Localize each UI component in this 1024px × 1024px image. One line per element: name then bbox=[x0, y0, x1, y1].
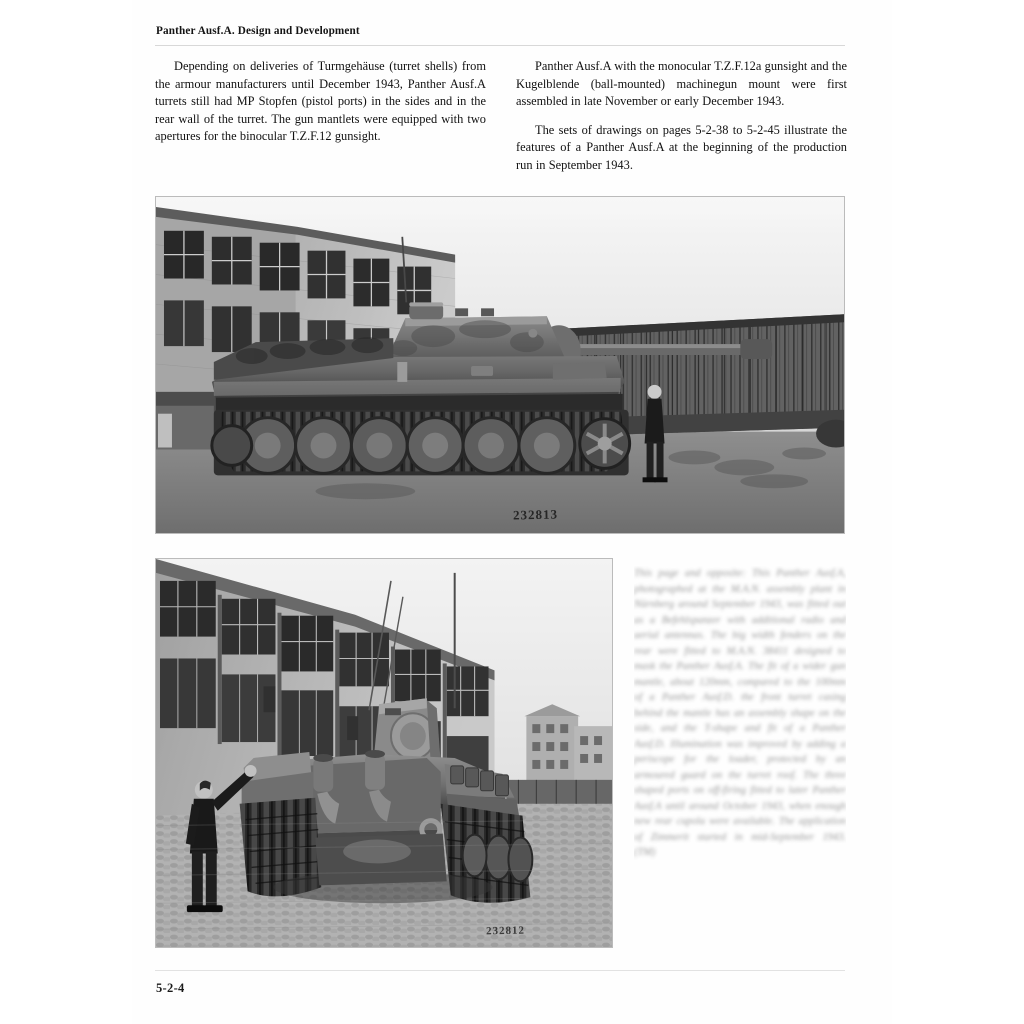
right-column bbox=[516, 58, 847, 186]
road-wheels bbox=[212, 418, 630, 474]
figure-bottom-artwork bbox=[156, 559, 612, 947]
body-columns bbox=[155, 58, 847, 186]
figure-bottom-photo bbox=[155, 558, 613, 948]
figure-caption-blurred bbox=[634, 566, 846, 951]
figure-bottom-negative-number: 232812 bbox=[485, 924, 526, 938]
running-head: Panther Ausf.A. Design and Development bbox=[156, 25, 360, 37]
left-column bbox=[155, 58, 486, 186]
header-rule bbox=[155, 45, 845, 46]
figure-top-negative-number: 232813 bbox=[512, 506, 559, 523]
figure-top-photo bbox=[155, 196, 845, 534]
paragraph-right-2: The sets of drawings on pages 5-2-38 to 5-2-45 illustrate the features of a Panther Ausf.A at the beginning of the production run in September 1943. bbox=[516, 122, 847, 172]
page-sheet bbox=[132, 0, 892, 1024]
paragraph-right-1: Panther Ausf.A with the monocular T.Z.F.12a gunsight and the Kugelblende (ball-mounted) machinegun mount were first assembled in late November or early December 1943. bbox=[516, 59, 847, 109]
figure-top-artwork bbox=[156, 197, 844, 533]
caption-text: This page and opposite: This Panther Ausf.A, photographed at the M.A.N. assembly plant in Nürnberg around September 1943, was fitted out as a Befehlspanzer with additional radio and aerial antennas. The big width fenders on the rear were fitted to M.A.N. 38411 designed to mask the Panther Ausf.A. The fit of a wider gun mantle, about 120mm, compared to the 100mm of a Panther Ausf.D. the front turret casing behind the mantle has an assembly shape on the side, and the T-shape and fit of a Panther Ausf.D. Illumination was improved by adding a periscope for the loader, protected by an armoured guard on the turret roof. The three shaped ports on off-firing fitted to later Panther Ausf.A until around October 1943, when enough new rear cupola were available. The application of Zimmerit started in mid-September 1943. (TM) bbox=[634, 568, 846, 858]
footer-rule bbox=[155, 970, 845, 971]
paragraph-left-1: Depending on deliveries of Turmgehäuse (turret shells) from the armour manufacturers until December 1943, Panther Ausf.A turrets still had MP Stopfen (pistol ports) in the sides and in the rear wall of the turret. The gun mantlets were equipped with two apertures for the binocular T.Z.F.12 gunsight. bbox=[155, 59, 486, 144]
page-number: 5-2-4 bbox=[156, 981, 185, 995]
